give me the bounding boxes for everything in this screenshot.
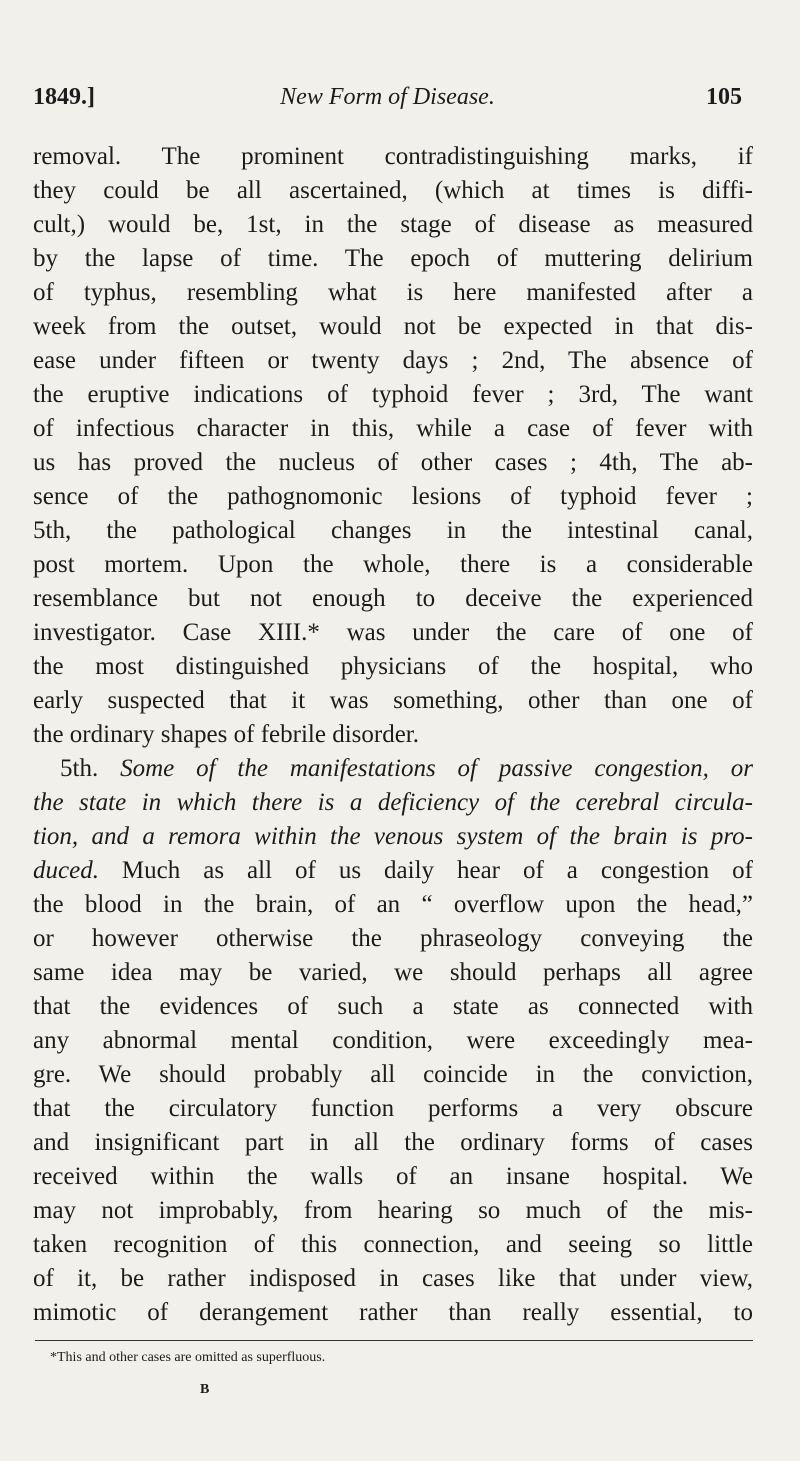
text-line: [33, 650, 753, 684]
footnote-rule: [35, 1340, 753, 1341]
text-line: [33, 412, 753, 446]
text-line: [33, 718, 753, 752]
text-segment: cult,) would be, 1st, in the stage of disease as measured: [33, 211, 753, 238]
text-line: [33, 1024, 753, 1058]
italic-text: duced.: [33, 857, 99, 884]
text-segment: taken recognition of this connection, and seeing so little: [33, 1231, 753, 1258]
text-line: [33, 922, 753, 956]
text-segment: investigator. Case XIII.* was under the care of one of: [33, 619, 753, 646]
text-line: [33, 174, 753, 208]
text-line: [33, 888, 753, 922]
italic-text: tion, and a remora within the venous system of the brain is pro-: [33, 823, 753, 850]
text-segment: any abnormal mental condition, were exceedingly mea-: [33, 1027, 753, 1054]
text-segment: early suspected that it was something, other than one of: [33, 687, 753, 714]
text-segment: of infectious character in this, while a case of fever with: [33, 415, 753, 442]
text-segment: week from the outset, would not be expected in that dis-: [33, 313, 753, 340]
text-line: [33, 378, 753, 412]
text-line: [33, 446, 753, 480]
text-line: [33, 616, 753, 650]
text-line: [33, 854, 753, 888]
header-title: New Form of Disease.: [280, 84, 495, 110]
text-segment: the blood in the brain, of an “ overflow upon the head,”: [33, 891, 753, 918]
text-segment: 5th, the pathological changes in the intestinal canal,: [33, 517, 753, 544]
text-segment: Much as all of us daily hear of a congestion of: [98, 857, 753, 884]
text-segment: received within the walls of an insane hospital. We: [33, 1163, 753, 1190]
text-segment: by the lapse of time. The epoch of muttering delirium: [33, 245, 753, 272]
header-year: 1849.]: [33, 84, 95, 110]
text-line: [33, 514, 753, 548]
text-line: [33, 1262, 753, 1296]
text-segment: post mortem. Upon the whole, there is a considerable: [33, 551, 753, 578]
text-segment: and insignificant part in all the ordinary forms of cases: [33, 1129, 753, 1156]
page-number: 105: [706, 84, 742, 110]
text-line: [33, 548, 753, 582]
running-header: [33, 84, 742, 118]
footnote: *This and other cases are omitted as superfluous.: [50, 1350, 326, 1365]
text-line: [33, 310, 753, 344]
text-line: [33, 1058, 753, 1092]
text-segment: of typhus, resembling what is here manifested after a: [33, 279, 753, 306]
text-segment: that the circulatory function performs a very obscure: [33, 1095, 753, 1122]
text-line: [33, 208, 753, 242]
text-line: [33, 1296, 753, 1330]
text-segment: resemblance but not enough to deceive the experienced: [33, 585, 753, 612]
text-segment: gre. We should probably all coincide in the conviction,: [33, 1061, 753, 1088]
italic-text: the state in which there is a deficiency of the cerebral circula-: [33, 789, 753, 816]
text-segment: may not improbably, from hearing so much of the mis-: [33, 1197, 753, 1224]
text-segment: that the evidences of such a state as connected with: [33, 993, 753, 1020]
text-segment: the ordinary shapes of febrile disorder.: [33, 721, 419, 748]
body-text: [33, 140, 753, 1330]
text-line: [33, 140, 753, 174]
text-line: [33, 480, 753, 514]
text-segment: sence of the pathognomonic lesions of typhoid fever ;: [33, 483, 753, 510]
text-line: [33, 1228, 753, 1262]
italic-text: Some of the manifestations of passive congestion, or: [120, 755, 753, 782]
text-segment: the most distinguished physicians of the hospital, who: [33, 653, 753, 680]
text-line: [33, 276, 753, 310]
text-segment: the eruptive indications of typhoid fever ; 3rd, The want: [33, 381, 753, 408]
text-segment: or however otherwise the phraseology conveying the: [33, 925, 753, 952]
text-line: [33, 344, 753, 378]
text-line: [33, 990, 753, 1024]
text-line: [33, 1160, 753, 1194]
signature-mark: B: [200, 1382, 210, 1397]
text-segment: they could be all ascertained, (which at times is diffi-: [33, 177, 753, 204]
text-segment: removal. The prominent contradistinguishing marks, if: [33, 143, 753, 170]
text-line: [33, 786, 753, 820]
text-line: [33, 1194, 753, 1228]
text-line: [33, 1092, 753, 1126]
text-segment: ease under fifteen or twenty days ; 2nd, The absence of: [33, 347, 753, 374]
text-line: [33, 1126, 753, 1160]
text-segment: us has proved the nucleus of other cases ; 4th, The ab-: [33, 449, 753, 476]
text-segment: same idea may be varied, we should perhaps all agree: [33, 959, 753, 986]
text-line: [33, 582, 753, 616]
text-line: [33, 820, 753, 854]
text-line: [33, 684, 753, 718]
text-segment: 5th.: [60, 755, 121, 782]
text-line: [33, 242, 753, 276]
text-segment: mimotic of derangement rather than really essential, to: [33, 1299, 753, 1326]
text-segment: of it, be rather indisposed in cases like that under view,: [33, 1265, 753, 1292]
text-line: [33, 752, 753, 786]
text-line: [33, 956, 753, 990]
